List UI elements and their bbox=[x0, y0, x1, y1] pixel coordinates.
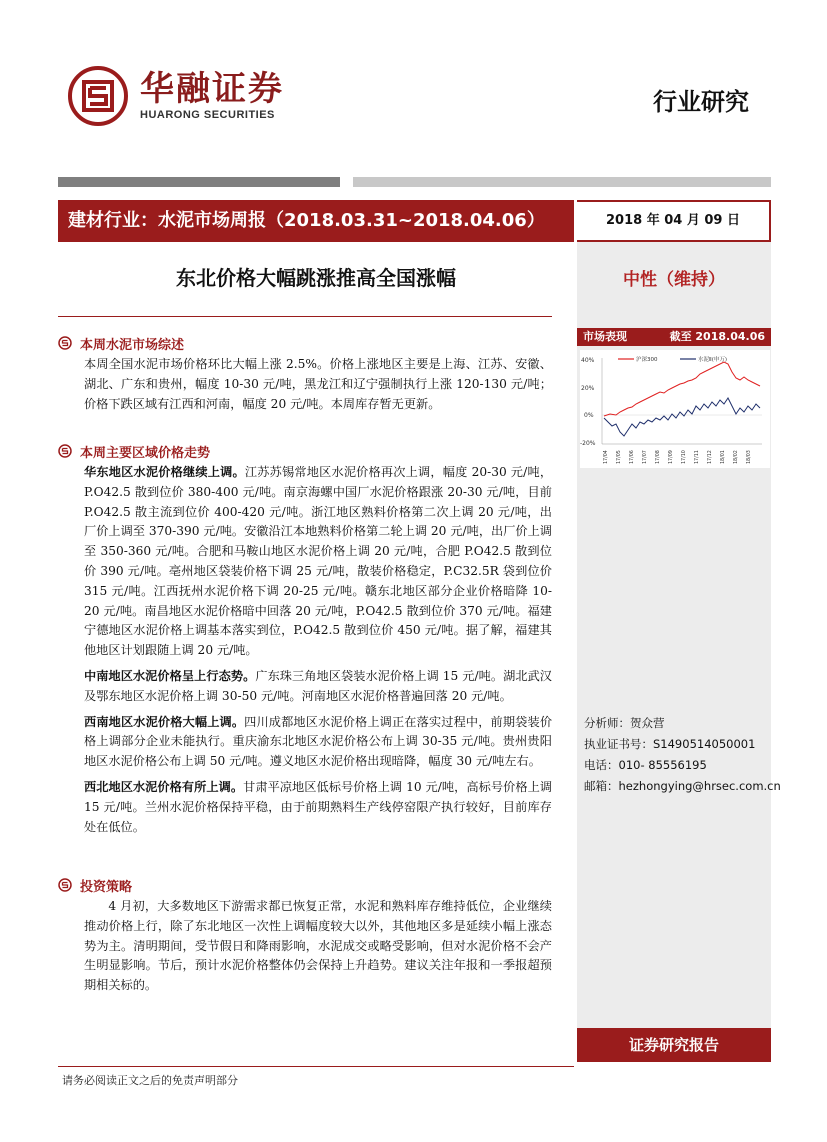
southwest-text: 四川成都地区水泥价格上调正在落实过程中，前期袋装价格上调部分企业未能执行。重庆渝东北地区水泥价格公布上调 30-35 元/吨。贵州贵阳地区水泥价格公布上调 50 元/吨。遵义地区水泥价格出现暗降，幅度 30 元/吨左右。 bbox=[84, 714, 553, 769]
x-tick-label: 17/11 bbox=[695, 450, 700, 464]
header-divider-dark bbox=[58, 177, 340, 187]
x-tick-label: 17/08 bbox=[656, 450, 661, 464]
y-tick-label: 20% bbox=[581, 385, 595, 392]
y-tick-label: -20% bbox=[580, 440, 596, 447]
footer-rule bbox=[58, 1066, 574, 1067]
market-chart bbox=[580, 350, 770, 468]
x-tick-label: 18/01 bbox=[721, 450, 726, 464]
y-tick-label: 0% bbox=[584, 412, 594, 419]
northwest-text: 甘肃平凉地区低标号价格上调 10 元/吨，高标号价格上调 15 元/吨。兰州水泥价格保持平稳，由于前期熟料生产线停窑限产执行较好，目前库存处在低位。 bbox=[84, 779, 553, 834]
analyst-name-row: 分析师：贺众营 bbox=[584, 716, 665, 730]
section-bullet-icon bbox=[58, 878, 72, 892]
legend-label-2: 水泥Ⅱ(申万) bbox=[698, 357, 727, 363]
analyst-cert-row: 执业证书号：S1490514050001 bbox=[584, 737, 756, 751]
x-tick-label: 17/10 bbox=[682, 450, 687, 464]
rating: 中性（维持） bbox=[623, 270, 725, 290]
central-south-text: 广东珠三角地区袋装水泥价格上调 15 元/吨。湖北武汉及鄂东地区水泥价格上调 30-50 元/吨。河南地区水泥价格普遍回落 20 元/吨。 bbox=[84, 668, 552, 703]
x-tick-label: 17/07 bbox=[643, 450, 648, 464]
report-date: 2018 年 04 月 09 日 bbox=[577, 200, 771, 242]
section-text: 4 月初，大多数地区下游需求都已恢复正常，水泥和熟料库存维持低位，企业继续推动价格上行，除了东北地区一次性上调幅度较大以外，其他地区多是延续小幅上涨态势为主。清明期间，受节假日和降雨影响，水泥成交或略受影响，但对水泥价格不会产生明显影响。节后，预计水泥价格整体仍会保持上升趋势。建议关注年报和一季报超预期相关标的。 bbox=[84, 899, 552, 993]
section-title: 本周水泥市场综述 bbox=[80, 337, 185, 353]
section-title: 投资策略 bbox=[80, 879, 133, 895]
central-south-lead: 中南地区水泥价格呈上行态势。 bbox=[84, 668, 256, 683]
analyst-email-row: 邮箱：hezhongying@hrsec.com.cn bbox=[584, 779, 781, 793]
southwest-paragraph bbox=[58, 713, 552, 772]
x-tick-label: 17/09 bbox=[669, 450, 674, 464]
brand-name-en: HUARONG SECURITIES bbox=[140, 109, 275, 121]
x-tick-label: 17/05 bbox=[617, 450, 622, 464]
section-title: 本周主要区域价格走势 bbox=[80, 445, 211, 461]
northwest-paragraph bbox=[58, 778, 552, 837]
market-performance-header bbox=[577, 328, 771, 346]
x-tick-label: 17/12 bbox=[708, 450, 713, 464]
y-tick-label: 40% bbox=[581, 357, 595, 364]
section-regional-prices bbox=[58, 442, 552, 837]
section-text: 本周全国水泥市场价格环比大幅上涨 2.5%。价格上涨地区主要是上海、江苏、安徽、湖北、广东和贵州，幅度 10-30 元/吨，黑龙江和辽宁强制执行上涨 120-130 元/吨；价格下跌区域有江西和河南，幅度 20 元/吨。本周库存暂无更新。 bbox=[84, 357, 552, 411]
headline: 东北价格大幅跳涨推高全国涨幅 bbox=[176, 266, 456, 290]
analyst-phone: 010- 85556195 bbox=[618, 758, 707, 772]
east-china-paragraph bbox=[58, 463, 552, 661]
brand-name-cn: 华融证券 bbox=[140, 69, 284, 109]
disclaimer-note: 请务必阅读正文之后的免责声明部分 bbox=[62, 1074, 238, 1087]
analyst-cert: S1490514050001 bbox=[653, 737, 756, 751]
analyst-email[interactable]: hezhongying@hrsec.com.cn bbox=[618, 779, 781, 793]
section-investment-strategy bbox=[58, 876, 552, 996]
x-tick-label: 17/06 bbox=[630, 450, 635, 464]
central-south-paragraph bbox=[58, 667, 552, 707]
report-title: 建材行业：水泥市场周报（2018.03.31~2018.04.06） bbox=[58, 200, 574, 242]
x-tick-label: 17/04 bbox=[604, 450, 609, 464]
northwest-lead: 西北地区水泥价格有所上调。 bbox=[84, 779, 244, 794]
section-market-overview bbox=[58, 334, 552, 414]
analyst-phone-row: 电话：010- 85556195 bbox=[584, 758, 707, 772]
report-type-badge: 证券研究报告 bbox=[577, 1028, 771, 1062]
east-china-lead: 华东地区水泥价格继续上调。 bbox=[84, 465, 245, 479]
section-bullet-icon bbox=[58, 336, 72, 350]
header-divider-light bbox=[353, 177, 771, 187]
brand-logo bbox=[68, 66, 284, 126]
document-type: 行业研究 bbox=[653, 88, 749, 116]
section-bullet-icon bbox=[58, 444, 72, 458]
southwest-lead: 西南地区水泥价格大幅上调。 bbox=[84, 714, 245, 729]
market-label: 市场表现 bbox=[583, 330, 627, 343]
market-as-of: 截至 2018.04.06 bbox=[669, 330, 765, 343]
analyst-name: 贺众营 bbox=[630, 716, 665, 730]
legend-label-1: 沪深300 bbox=[636, 357, 658, 363]
x-tick-label: 18/02 bbox=[734, 450, 739, 464]
huarong-logo-icon bbox=[68, 66, 128, 126]
analyst-info bbox=[584, 713, 781, 797]
x-tick-label: 18/03 bbox=[747, 450, 752, 464]
east-china-text: 江苏苏锡常地区水泥价格再次上调，幅度 20-30 元/吨，P.O42.5 散到位价 380-400 元/吨。南京海螺中国厂水泥价格跟涨 20-30 元/吨，目前 P.O42.5 散主流到位价 400-420 元/吨。浙江地区熟料价格第二次上调 20 元/吨，出厂价上调至 370-390 元/吨。安徽沿江本地熟料价格第二轮上调 20 元/吨，出厂价上调至 350-360 元/吨。合肥和马鞍山地区水泥价格上调 20 元/吨，合肥 P.O42.5 散到位价 390 元/吨。亳州地区袋装价格下调 25 元/吨，散装价格稳定，P.C32.5R 袋到位价 315 元/吨。江西抚州水泥价格下调 20-25 元/吨。赣东北地区部分企业价格暗降 10-20 元/吨。南昌地区水泥价格暗中回落 20 元/吨，P.O42.5 散到位价 370 元/吨。福建宁德地区水泥价格上调基本落实到位，P.O42.5 散到位价 450 元/吨。据了解，福建其他地区计划跟随上调 20 元/吨。 bbox=[84, 465, 553, 658]
headline-rule bbox=[58, 316, 552, 317]
